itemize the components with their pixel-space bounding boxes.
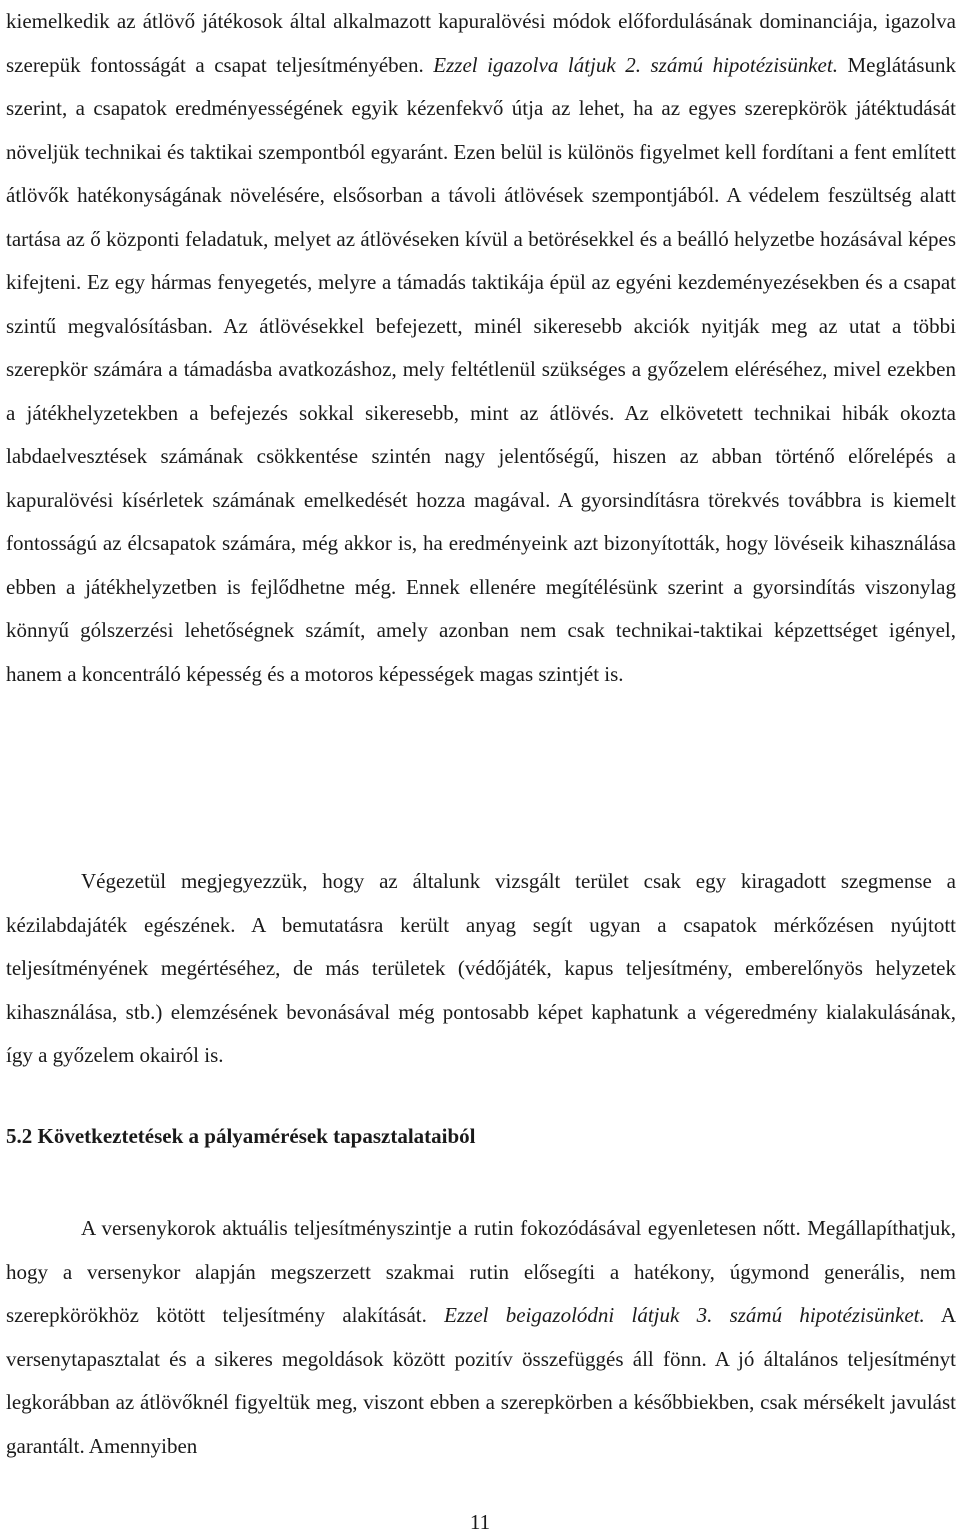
paragraph-3-text-a: A versenykorok aktuális teljesítményszintje a rutin fokozódásával egyenletesen nőtt. Megállapíthatjuk, hogy a versenykor alapján megszerzett szakmai rutin elősegíti a hatékony, úgymond generális, nem szerepkörökhöz kötött teljesítmény alakítását.: [6, 1216, 956, 1327]
paragraph-3-italic-a: Ezzel beigazolódni látjuk 3. számú hipotézisünket.: [444, 1303, 925, 1327]
paragraph-2-text: Végezetül megjegyezzük, hogy az általunk vizsgált terület csak egy kiragadott szegmense a kézilabdajáték egészének. A bemutatásra került anyag segít ugyan a csapatok mérkőzésen nyújtott teljesítményének megértéséhez, de más területek (védőjáték, kapus teljesítmény, emberelőnyös helyzetek kihasználása, stb.) elemzésének bevonásával még pontosabb képet kaphatunk a végeredmény kialakulásának, így a győzelem okairól is.: [6, 869, 956, 1067]
paragraph-1-italic-a: Ezzel igazolva látjuk 2. számú hipotézisünket.: [433, 52, 838, 77]
paragraph-conclusion: [6, 860, 956, 1078]
page-number: 11: [469, 1510, 491, 1534]
paragraph-1-text-b: Meglátásunk szerint, a csapatok eredményességének egyik kézenfekvő útja az lehet, ha az egyes szerepkörök játéktudását növeljük technikai és taktikai szempontból egyaránt. Ezen belül is különös figyelmet kell fordítani a fent említett átlövők hatékonyságának növelésére, elsősorban a távoli átlövések szempontjából. A védelem feszültség alatt tartása az ő központi feladatuk, melyet az átlövéseken kívül a betörésekkel és a beálló helyzetbe hozásával képes kifejteni. Ez egy hármas fenyegetés, melyre a támadás taktikája épül az egyéni kezdeményezésekben és a csapat szintű megvalósításban. Az átlövésekkel befejezett, minél sikeresebb akciók nyitják meg az utat a többi szerepkör számára a támadásba avatkozáshoz, mely feltétlenül szükséges a győzelem eléréséhez, mivel ezekben a játékhelyzetekben a befejezés sokkal sikeresebb, mint az átlövés. Az elkövetett technikai hibák okozta labdaelvesztések számának csökkentése szintén nagy jelentőségű, hiszen az abban történő előrelépés a kapuralövési kísérletek számának emelkedését hozza magával. A gyorsindításra törekvés továbbra is kiemelt fontosságú az élcsapatok számára, még akkor is, ha eredményeink azt bizonyították, hogy lövéseik kihasználása ebben a játékhelyzetben is fejlődhetne még. Ennek ellenére megítélésünk szerint a gyorsindítás viszonylag könnyű gólszerzési lehetőségnek számít, amely azonban nem csak technikai-taktikai képzettséget igényel, hanem a koncentráló képesség és a motoros képességek magas szintjét is.: [6, 52, 956, 686]
paragraph-3-text-b: A versenytapasztalat és a sikeres megoldások között pozitív összefüggés áll fönn. A jó általános teljesítményt legkorábban az átlövőknél figyeltük meg, viszont ebben a szerepkörben a későbbiekben, csak mérsékelt javulást garantált. Amennyiben: [6, 1303, 956, 1458]
section-heading: 5.2 Következtetések a pályamérések tapasztalataiból: [6, 1124, 476, 1148]
paragraph-hypothesis-3: [6, 1207, 956, 1468]
paragraph-hypothesis-2: [6, 0, 956, 696]
paragraph-1-text-a: kiemelkedik az átlövő játékosok által alkalmazott kapuralövési módok előfordulásának dominanciája, igazolva szerepük fontosságát a csapat teljesítményében.: [6, 9, 956, 77]
